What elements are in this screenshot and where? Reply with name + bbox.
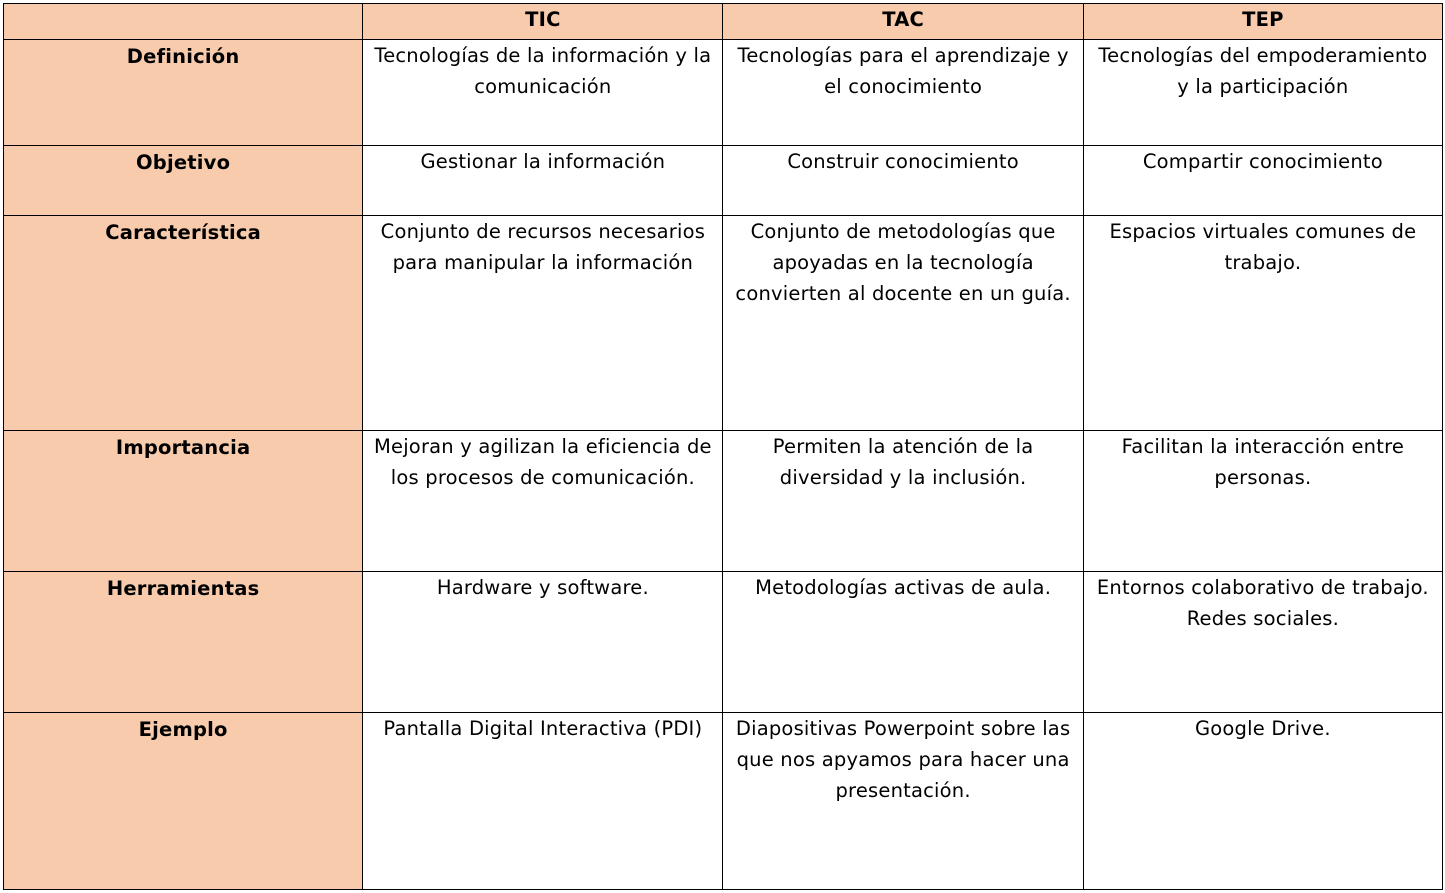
cell-definicion-tep: Tecnologías del empoderamiento y la participación	[1083, 40, 1442, 146]
column-header-tep: TEP	[1083, 4, 1442, 40]
comparison-table	[3, 3, 1443, 890]
row-header-herramientas: Herramientas	[4, 572, 363, 713]
cell-objetivo-tac: Construir conocimiento	[723, 146, 1083, 216]
cell-ejemplo-tac: Diapositivas Powerpoint sobre las que nos apyamos para hacer una presentación.	[723, 713, 1083, 890]
row-header-ejemplo: Ejemplo	[4, 713, 363, 890]
cell-importancia-tac: Permiten la atención de la diversidad y la inclusión.	[723, 431, 1083, 572]
table-row-ejemplo	[4, 713, 1443, 890]
cell-herramientas-tep: Entornos colaborativo de trabajo. Redes sociales.	[1083, 572, 1442, 713]
cell-ejemplo-tic: Pantalla Digital Interactiva (PDI)	[363, 713, 723, 890]
corner-cell	[4, 4, 363, 40]
cell-definicion-tic: Tecnologías de la información y la comunicación	[363, 40, 723, 146]
table-row-caracteristica	[4, 216, 1443, 431]
cell-ejemplo-tep: Google Drive.	[1083, 713, 1442, 890]
table-row-herramientas	[4, 572, 1443, 713]
cell-definicion-tac: Tecnologías para el aprendizaje y el conocimiento	[723, 40, 1083, 146]
table-row-definicion	[4, 40, 1443, 146]
cell-importancia-tep: Facilitan la interacción entre personas.	[1083, 431, 1442, 572]
cell-caracteristica-tep: Espacios virtuales comunes de trabajo.	[1083, 216, 1442, 431]
cell-caracteristica-tic: Conjunto de recursos necesarios para manipular la información	[363, 216, 723, 431]
cell-objetivo-tep: Compartir conocimiento	[1083, 146, 1442, 216]
row-header-definicion: Definición	[4, 40, 363, 146]
cell-importancia-tic: Mejoran y agilizan la eficiencia de los procesos de comunicación.	[363, 431, 723, 572]
table-row-importancia	[4, 431, 1443, 572]
cell-herramientas-tac: Metodologías activas de aula.	[723, 572, 1083, 713]
row-header-objetivo: Objetivo	[4, 146, 363, 216]
row-header-caracteristica: Característica	[4, 216, 363, 431]
column-header-tac: TAC	[723, 4, 1083, 40]
cell-herramientas-tic: Hardware y software.	[363, 572, 723, 713]
row-header-importancia: Importancia	[4, 431, 363, 572]
header-row	[4, 4, 1443, 40]
column-header-tic: TIC	[363, 4, 723, 40]
cell-caracteristica-tac: Conjunto de metodologías que apoyadas en la tecnología convierten al docente en un guía.	[723, 216, 1083, 431]
table-row-objetivo	[4, 146, 1443, 216]
cell-objetivo-tic: Gestionar la información	[363, 146, 723, 216]
